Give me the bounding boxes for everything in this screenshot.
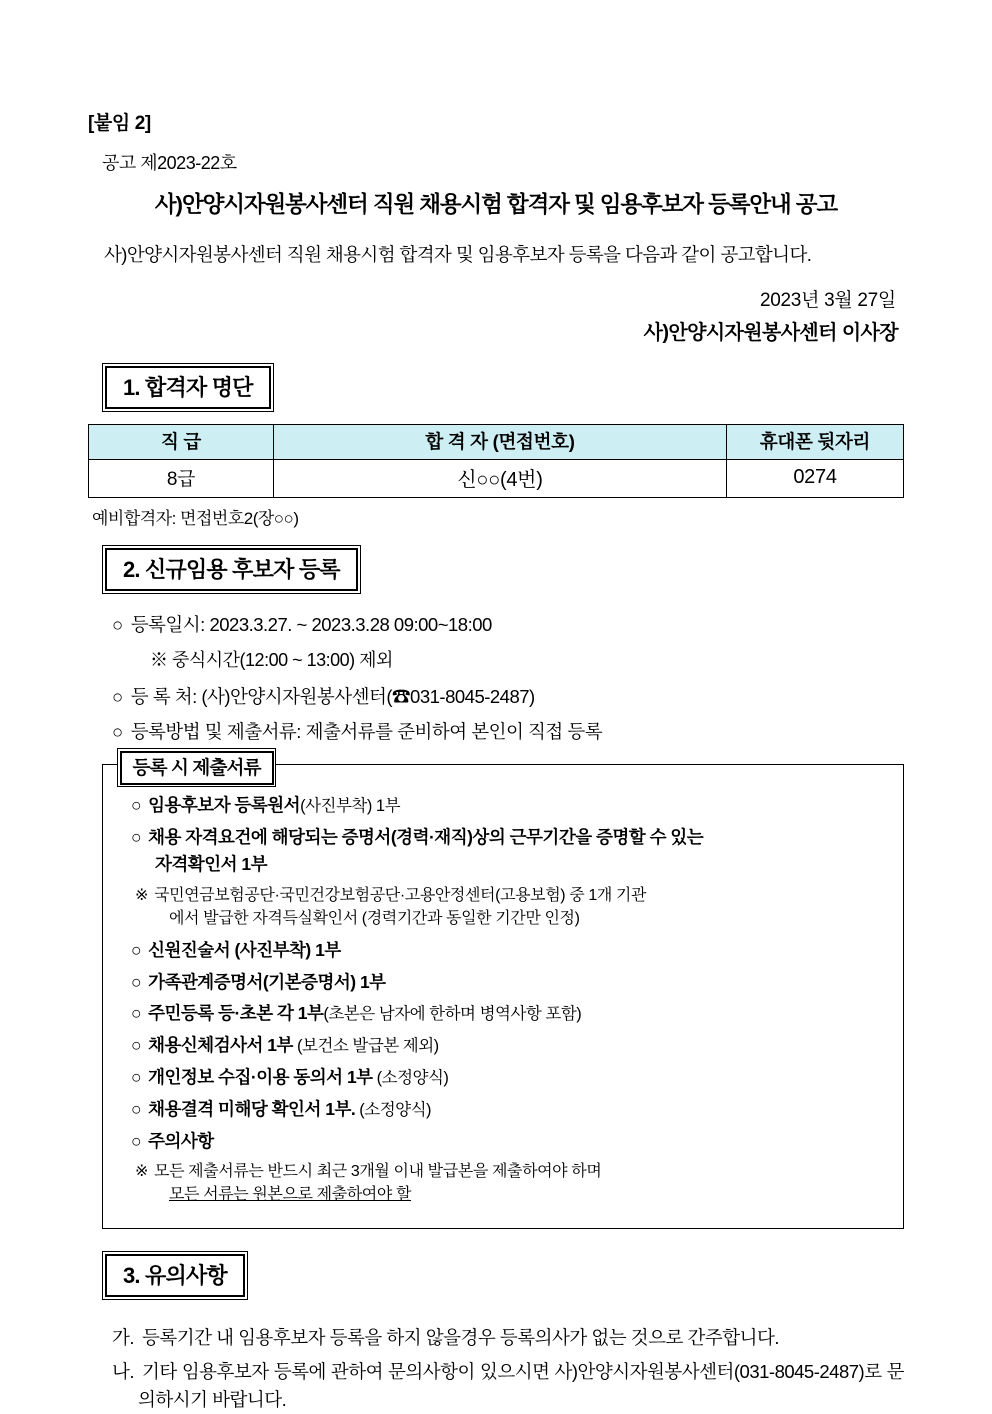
- list-item-subtext: (보건소 발급본 제외): [292, 1036, 439, 1055]
- page-title: 사)안양시자원봉사센터 직원 채용시험 합격자 및 임용후보자 등록안내 공고: [154, 192, 838, 217]
- list-item-text: 주의사항: [148, 1130, 214, 1151]
- cell-passer: 신○○(4번): [273, 459, 726, 497]
- item-marker: 나.: [112, 1361, 135, 1383]
- column-header-grade: 직 급: [89, 424, 274, 459]
- section-3: [88, 1251, 904, 1413]
- notice-number: 공고 제2023-22호: [102, 153, 237, 173]
- list-item: [112, 719, 904, 746]
- column-header-passer: 합 격 자 (면접번호): [273, 424, 726, 459]
- table-row: [89, 459, 904, 497]
- item-marker: 가.: [112, 1327, 135, 1349]
- bullet-marker: ○: [131, 795, 142, 816]
- list-item-text: 가족관계증명서(기본증명서) 1부: [148, 971, 386, 992]
- required-documents-box: [102, 756, 904, 1229]
- list-item-text: 기타 임용후보자 등록에 관하여 문의사항이 있으시면 사)안양시자원봉사센터(031-8045-2487)로 문의하시기 바랍니다.: [138, 1361, 904, 1410]
- required-documents-title: [117, 748, 276, 787]
- list-item: [112, 612, 904, 639]
- list-item-text: 채용 자격요건에 해당되는 증명서(경력·재직)상의 근무기간을 증명할 수 있는: [148, 827, 704, 848]
- bullet-marker: ○: [131, 971, 142, 992]
- list-item-continuation: [155, 852, 885, 877]
- list-item: [131, 970, 885, 995]
- section-2-heading-label: 2. 신규임용 후보자 등록: [105, 548, 358, 591]
- bullet-marker: ○: [131, 1130, 142, 1151]
- list-item-text: 자격확인서 1부: [155, 854, 268, 875]
- section-3-heading: [102, 1251, 248, 1300]
- attachment-tag: [붙임 2]: [88, 113, 151, 134]
- list-item-text: 개인정보 수집·이용 동의서 1부: [148, 1066, 373, 1087]
- list-item-text: 등록일시: 2023.3.27. ~ 2023.3.28 09:00~18:00: [130, 613, 492, 635]
- section-1-heading-label: 1. 합격자 명단: [105, 366, 271, 409]
- list-item: [112, 684, 904, 711]
- issuer-name: 사)안양시자원봉사센터 이사장: [643, 321, 898, 344]
- list-item-text: 등 록 처: (사)안양시자원봉사센터(☎031-8045-2487): [130, 685, 535, 707]
- registration-info-list: [88, 612, 904, 639]
- list-item-text: 등록기간 내 임용후보자 등록을 하지 않을경우 등록의사가 없는 것으로 간주합니다.: [142, 1327, 780, 1349]
- list-item: [131, 1001, 885, 1027]
- table-header-row: [89, 424, 904, 459]
- list-item-subtext: (초본은 남자에 한하며 병역사항 포함): [323, 1004, 582, 1023]
- list-item-subtext: (소정양식): [355, 1100, 432, 1119]
- list-item-text: 채용결격 미해당 확인서 1부.: [148, 1098, 356, 1119]
- bullet-marker: ○: [131, 1066, 142, 1087]
- issue-date: 2023년 3월 27일: [760, 289, 896, 311]
- list-item-text: 주민등록 등·초본 각 1부: [148, 1002, 324, 1023]
- bullet-marker: ○: [112, 685, 123, 707]
- required-documents-list: [121, 793, 885, 878]
- list-item: [131, 1129, 885, 1154]
- list-item-text: 등록방법 및 제출서류: 제출서류를 준비하여 본인이 직접 등록: [130, 721, 603, 743]
- submission-caution-note: [135, 1160, 885, 1206]
- caution-line-2: 모든 서류는 원본으로 제출하여야 할: [169, 1186, 412, 1204]
- bullet-marker: ○: [131, 1034, 142, 1055]
- section-1-heading: [102, 363, 274, 412]
- note-line-1: 국민연금보험공단·국민건강보험공단·고용안정센터(고용보험) 중 1개 기관: [154, 886, 647, 904]
- registration-info-list-2: [88, 684, 904, 747]
- list-item-text: 신원진술서 (사진부착) 1부: [148, 940, 341, 961]
- cautions-list: [88, 1324, 904, 1413]
- bullet-marker: ○: [112, 721, 123, 743]
- passers-table: [88, 424, 904, 498]
- caution-line-1: 모든 제출서류는 반드시 최근 3개월 이내 발급본을 제출하여야 하며: [154, 1163, 602, 1181]
- note-marker: ※: [135, 886, 149, 904]
- bullet-marker: ○: [131, 940, 142, 961]
- lunch-break-note: ※ 중식시간(12:00 ~ 13:00) 제외: [150, 649, 393, 670]
- list-item: [131, 1097, 885, 1123]
- reserve-passer-note: 예비합격자: 면접번호2(장○○): [92, 508, 299, 528]
- list-item: [131, 793, 885, 819]
- list-item-subtext: (사진부착) 1부: [300, 797, 401, 816]
- required-documents-title-label: 등록 시 제출서류: [120, 751, 274, 785]
- list-item-subtext: (소정양식): [372, 1068, 449, 1087]
- list-item: [112, 1324, 904, 1352]
- bullet-marker: ○: [131, 1098, 142, 1119]
- required-documents-list-2: [121, 938, 885, 1154]
- cell-grade: 8급: [89, 459, 274, 497]
- cell-phone: 0274: [727, 459, 904, 497]
- qualification-note: [135, 884, 885, 930]
- note-line-2: 에서 발급한 자격득실확인서 (경력기간과 동일한 기간만 인정): [169, 910, 580, 928]
- list-item: [112, 1358, 904, 1414]
- list-item: [131, 938, 885, 963]
- section-3-heading-label: 3. 유의사항: [105, 1254, 245, 1297]
- lead-paragraph: 사)안양시자원봉사센터 직원 채용시험 합격자 및 임용후보자 등록을 다음과 같이 공고합니다.: [104, 244, 812, 265]
- bullet-marker: ○: [112, 613, 123, 635]
- bullet-marker: ○: [131, 1002, 142, 1023]
- note-marker: ※: [135, 1163, 149, 1181]
- bullet-marker: ○: [131, 827, 142, 848]
- list-item: [131, 1033, 885, 1059]
- list-item: [131, 825, 885, 850]
- list-item-text: 임용후보자 등록원서: [148, 795, 301, 816]
- column-header-phone: 휴대폰 뒷자리: [727, 424, 904, 459]
- section-2-heading: [102, 545, 361, 594]
- list-item-text: 채용신체검사서 1부: [148, 1034, 293, 1055]
- list-item: [131, 1065, 885, 1091]
